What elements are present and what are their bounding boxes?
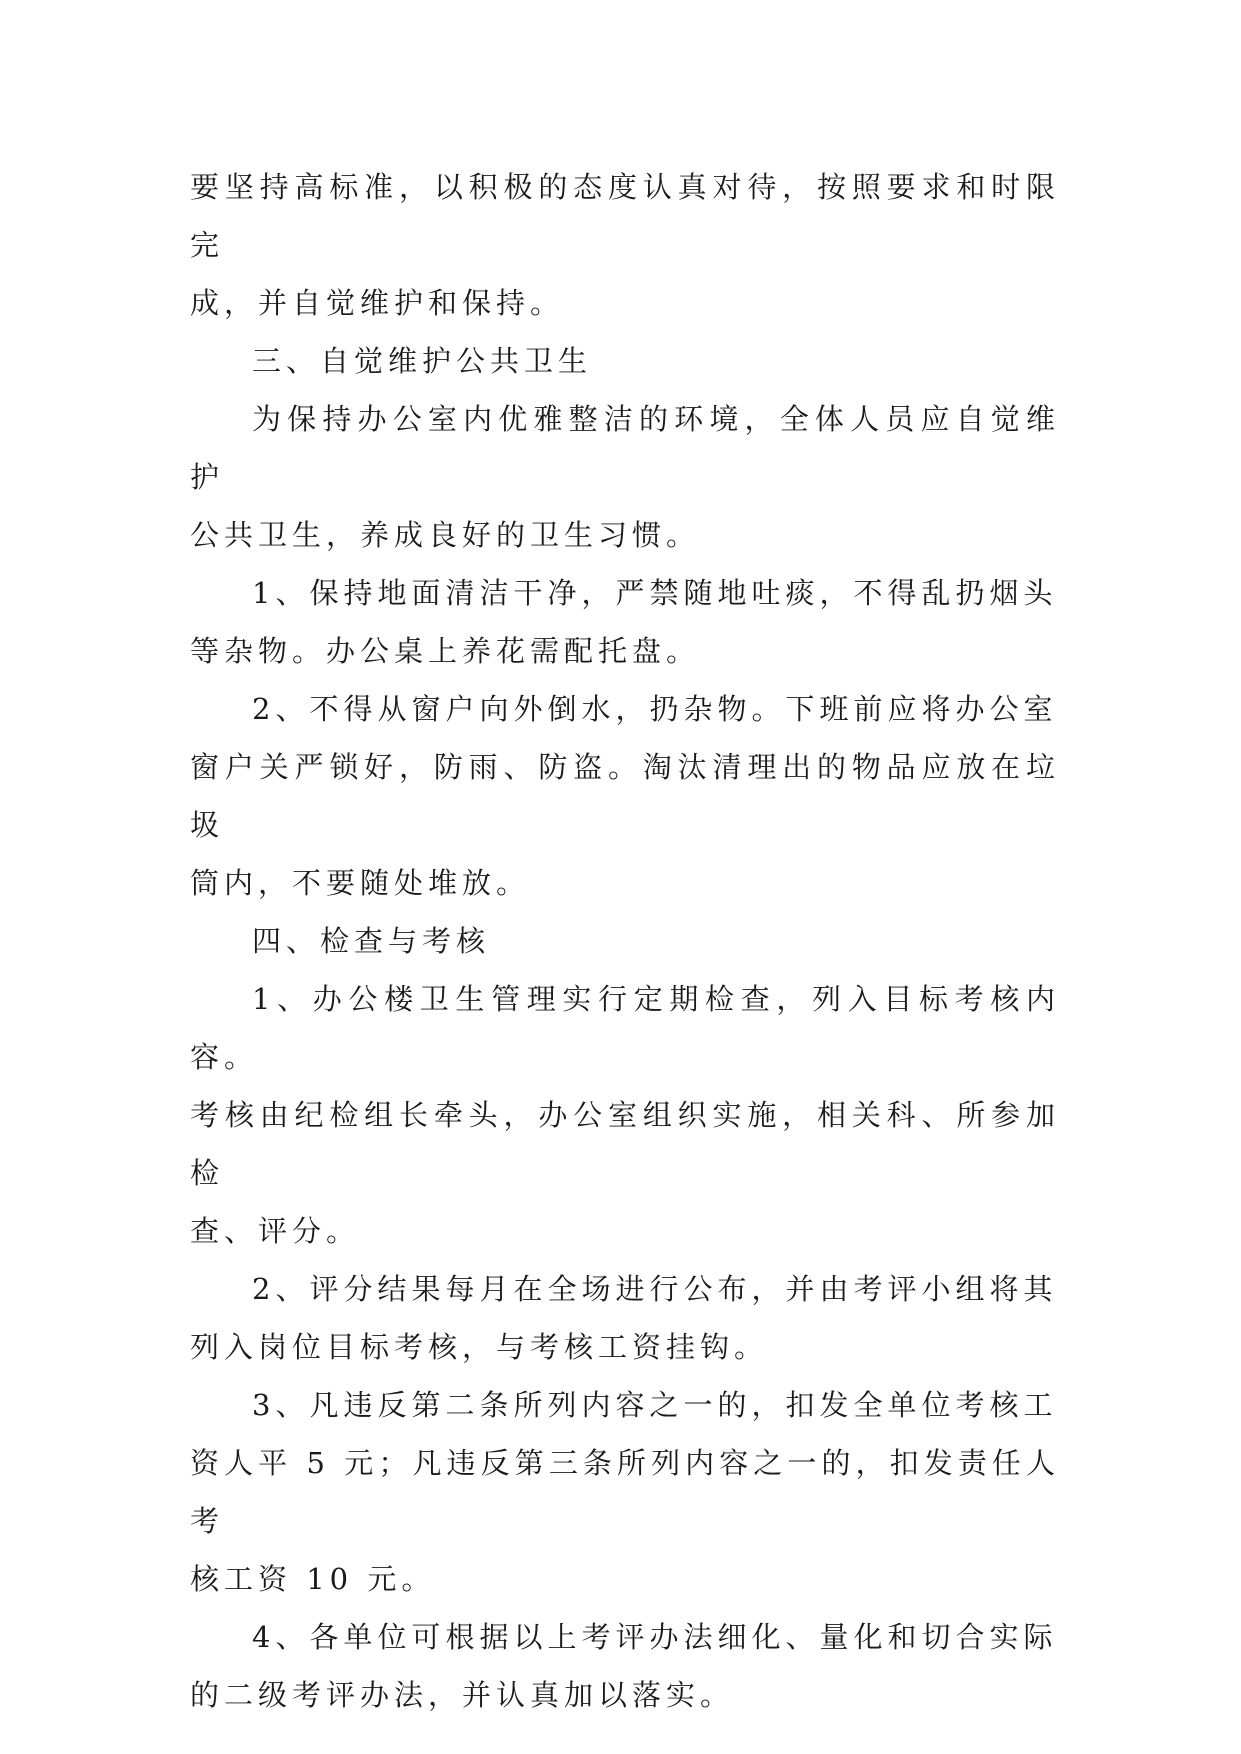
paragraph-continuation: 要坚持高标准，以积极的态度认真对待，按照要求和时限完 成，并自觉维护和保持。 [190, 170, 1060, 320]
section-heading-3: 三、自觉维护公共卫生 [252, 344, 593, 378]
list-item-4-1: 1、办公楼卫生管理实行定期检查，列入目标考核内容。 考核由纪检组长牵头，办公室组织实施，相关科、所参加检 查、评分。 [190, 982, 1060, 1248]
list-item-3-1: 1、保持地面清洁干净，严禁随地吐痰，不得乱扔烟头 等杂物。办公桌上养花需配托盘。 [190, 576, 1058, 668]
paragraph-intro-hygiene: 为保持办公室内优雅整洁的环境，全体人员应自觉维护 公共卫生，养成良好的卫生习惯。 [190, 402, 1060, 552]
section-heading-4: 四、检查与考核 [252, 924, 491, 958]
document-body [190, 158, 1060, 1724]
list-item-4-4: 4、各单位可根据以上考评办法细化、量化和切合实际 的二级考评办法，并认真加以落实。 [190, 1620, 1058, 1712]
list-item-3-2: 2、不得从窗户向外倒水，扔杂物。下班前应将办公室 窗户关严锁好，防雨、防盗。淘汰清理出的物品应放在垃圾 筒内，不要随处堆放。 [190, 692, 1060, 900]
list-item-4-2: 2、评分结果每月在全场进行公布，并由考评小组将其 列入岗位目标考核，与考核工资挂钩。 [190, 1272, 1058, 1364]
list-item-4-3: 3、凡违反第二条所列内容之一的，扣发全单位考核工 资人平 5 元；凡违反第三条所列内容之一的，扣发责任人考 核工资 10 元。 [190, 1388, 1060, 1596]
